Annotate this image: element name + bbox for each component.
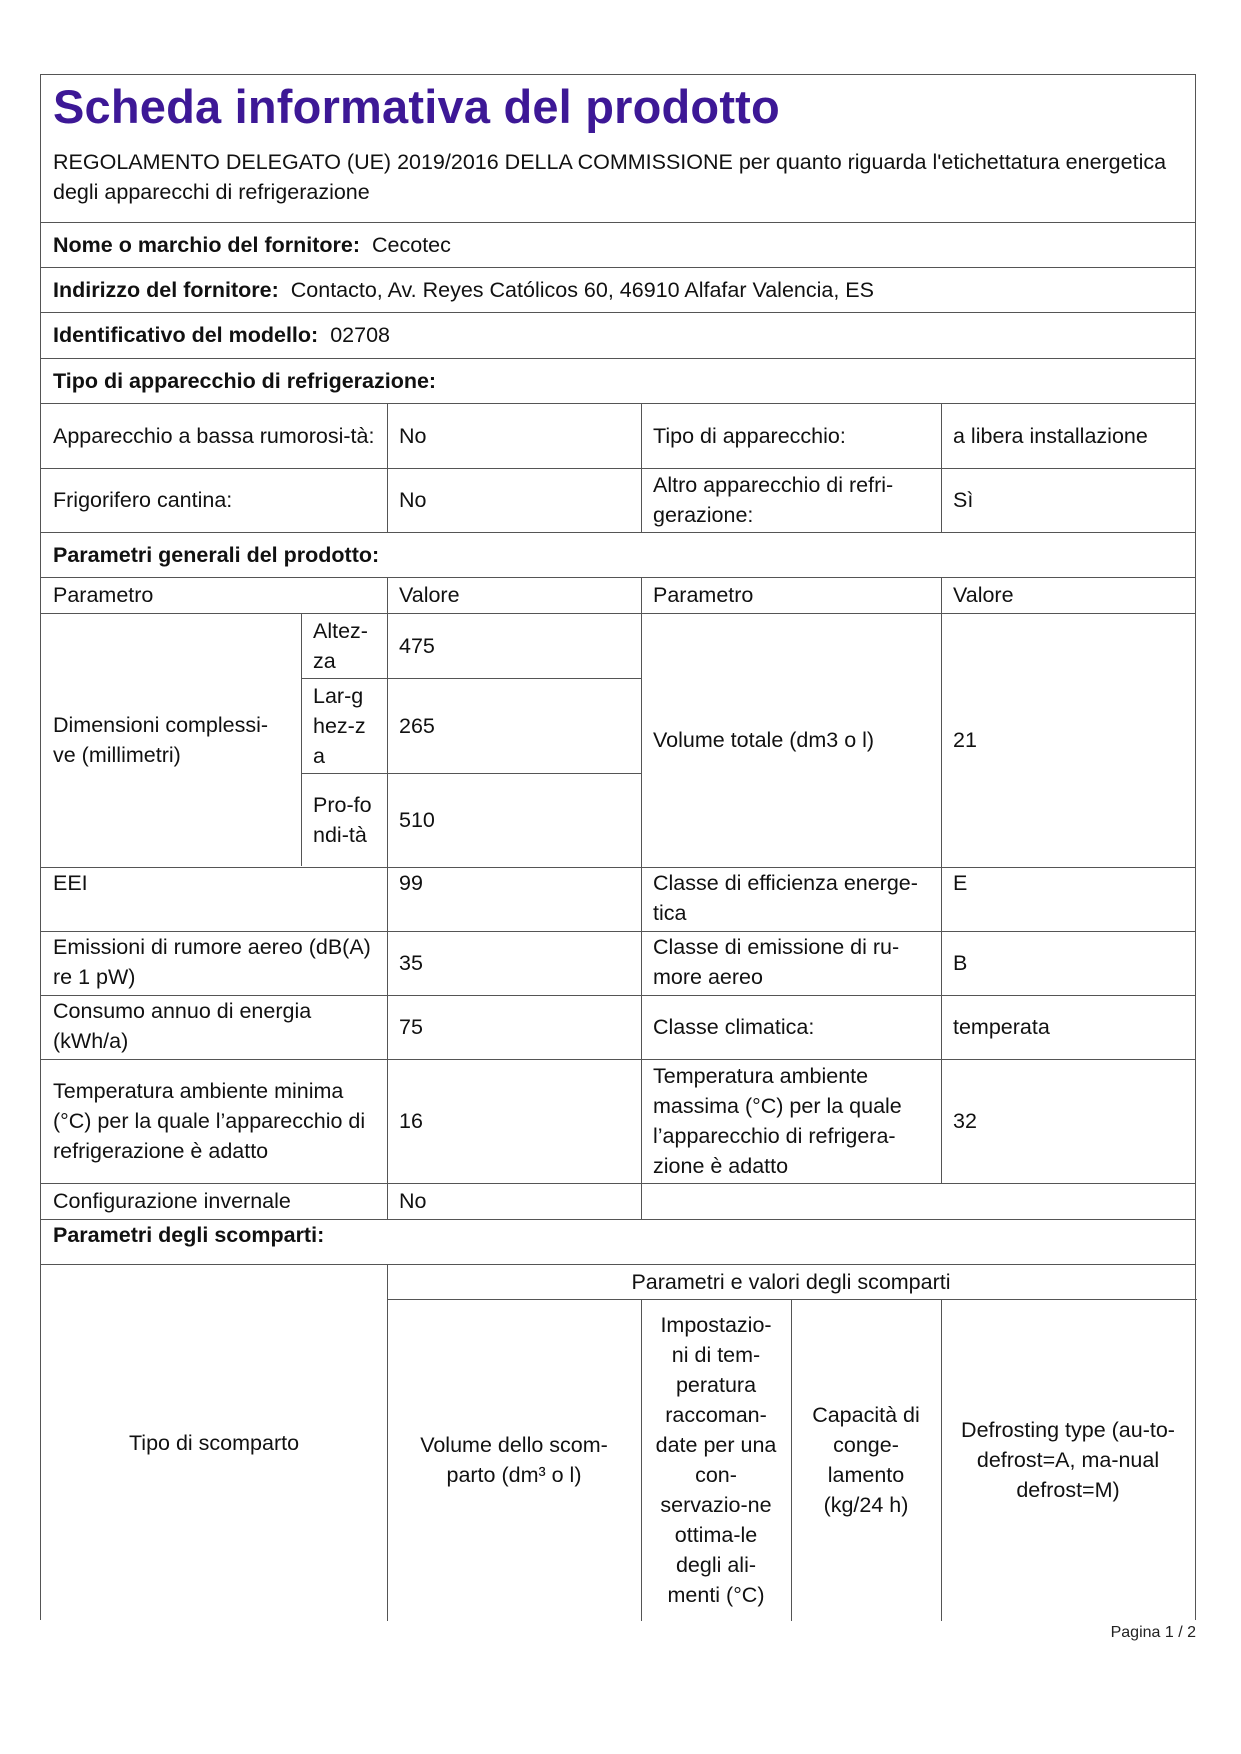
eei-value: 99 [399,871,423,895]
col-header-param-1: Parametro [53,583,154,607]
eei-label: EEI [53,871,88,895]
depth-value: 510 [399,807,435,832]
model-row [41,313,1195,359]
noise-value: 35 [399,951,423,975]
supplier-address-label: Indirizzo del fornitore: [53,277,279,302]
low-noise-label: Apparecchio a bassa rumorosi-tà: [53,423,375,448]
page-number: Pagina 1 / 2 [1110,1624,1196,1641]
compartments-table [41,1265,1195,1621]
winter-setting-label: Configurazione invernale [53,1189,291,1213]
consumption-row [41,996,1195,1060]
compartment-group-header: Parametri e valori degli scomparti [631,1270,951,1294]
max-temp-label: Temperatura ambiente massima (°C) per la quale l’apparecchio di refrigera-zione è adatto [653,1064,902,1178]
climate-value: temperata [953,1015,1050,1039]
consumption-value: 75 [399,1015,423,1039]
winter-setting-value: No [399,1189,427,1213]
noise-row [41,932,1195,996]
supplier-name-label: Nome o marchio del fornitore: [53,232,361,257]
col-header-value-2: Valore [953,583,1014,607]
noise-class-label: Classe di emissione di ru-more aereo [653,935,900,989]
dimensions-row [41,614,1195,868]
low-noise-value: No [399,423,427,448]
eei-row [41,868,1195,932]
dimensions-label: Dimensioni complessi-ve (millimetri) [53,713,269,767]
width-label: Lar-ghez-za [313,683,366,768]
supplier-name-value: Cecotec [372,232,451,257]
compartment-type-header: Tipo di scomparto [128,1431,300,1455]
col-header-value-1: Valore [399,583,460,607]
col-header-param-2: Parametro [653,583,754,607]
compartment-defrost-header: Defrosting type (au-to-defrost=A, ma-nual defrost=M) [961,1418,1175,1502]
volume-label: Volume totale (dm3 o l) [653,728,875,752]
regulation-subtitle: REGOLAMENTO DELEGATO (UE) 2019/2016 DELLA COMMISSIONE per quanto riguarda l'etichettatura energetica degli apparecchi di refrigerazione [53,150,1167,204]
header-row [41,75,1195,223]
volume-value: 21 [953,728,977,752]
general-params-section [41,533,1195,578]
general-params-heading: Parametri generali del prodotto: [53,542,380,567]
depth-label: Pro-fondi-tà [313,792,372,847]
height-label: Altez-za [313,619,368,673]
other-appliance-value: Sì [953,488,974,512]
appliance-type-label: Tipo di apparecchio: [653,423,846,448]
model-value: 02708 [330,323,390,347]
appliance-type-section [41,359,1195,404]
supplier-name-row [41,223,1195,268]
width-value: 265 [399,713,435,738]
supplier-address-value: Contacto, Av. Reyes Católicos 60, 46910 Alfafar Valencia, ES [290,277,874,302]
energy-class-value: E [953,871,968,895]
appliance-type-value: a libera installazione [953,423,1148,448]
model-label: Identificativo del modello: [53,323,319,347]
max-temp-value: 32 [953,1109,977,1133]
compartment-temp-header: Impostazio-ni di tem-peratura raccoman-date per una con-servazio-ne ottima-le degli ali-menti (°C) [655,1313,777,1607]
compartment-volume-header: Volume dello scom-parto (dm³ o l) [420,1433,608,1487]
product-sheet [40,74,1196,1620]
general-col-header-row [41,578,1195,614]
consumption-label: Consumo annuo di energia (kWh/a) [53,999,312,1053]
compartments-heading: Parametri degli scomparti: [53,1223,325,1247]
winter-setting-row [41,1184,1195,1220]
compartment-freeze-header: Capacità di conge-lamento (kg/24 h) [812,1403,920,1517]
appliance-type-heading: Tipo di apparecchio di refrigerazione: [53,368,437,393]
compartments-section [41,1220,1195,1265]
page-title: Scheda informativa del prodotto [53,80,780,133]
noise-label: Emissioni di rumore aereo (dB(A) re 1 pW) [53,935,371,989]
min-temp-label: Temperatura ambiente minima (°C) per la quale l’apparecchio di refrigerazione è adatto [53,1079,366,1163]
wine-cooler-label: Frigorifero cantina: [53,488,233,512]
low-noise-row [41,404,1195,469]
wine-cooler-row [41,469,1195,533]
ambient-temp-row [41,1060,1195,1184]
energy-class-label: Classe di efficienza energe-tica [653,871,918,925]
climate-label: Classe climatica: [653,1015,815,1039]
min-temp-value: 16 [399,1109,423,1133]
supplier-address-row [41,268,1195,313]
wine-cooler-value: No [399,488,427,512]
height-value: 475 [399,634,435,658]
other-appliance-label: Altro apparecchio di refri-gerazione: [653,473,894,527]
noise-class-value: B [953,951,968,975]
